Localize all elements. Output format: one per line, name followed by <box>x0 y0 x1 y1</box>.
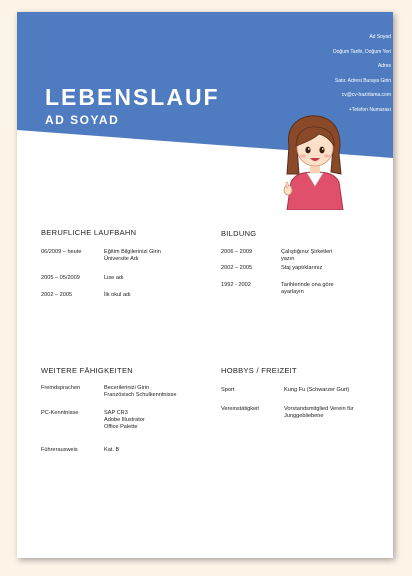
contact-block <box>261 30 391 118</box>
cv-subtitle: AD SOYAD <box>45 113 120 127</box>
item-date: 1992 - 2002 <box>221 282 251 288</box>
section-title-faehigkeiten: WEITERE FÄHIGKEITEN <box>41 366 133 375</box>
item-text: Eğitim Bilgilerinizi Girin Üniversite Adı <box>104 249 161 262</box>
section-title-bildung: BILDUNG <box>221 229 257 238</box>
item-text: Kat. B <box>104 447 120 453</box>
item-label: Führerausweis <box>41 447 78 453</box>
item-text: Staj yaptıklarınız <box>281 265 323 271</box>
item-text: İlk okul adı <box>104 292 131 298</box>
item-label: Fremdsprachen <box>41 385 81 391</box>
item-text: Lise adı <box>104 275 124 281</box>
contact-phone: +Telefon Numarası <box>348 106 391 113</box>
section-title-laufbahn: BERUFLICHE LAUFBAHN <box>41 228 137 237</box>
item-text: Çalıştığınız Şirketleri yazın <box>281 249 333 262</box>
item-label: PC-Kenntnisse <box>41 410 79 416</box>
avatar-illustration <box>279 112 351 210</box>
item-date: 06/2009 – heute <box>41 249 82 255</box>
contact-email: cv@cv-hazirlama.com <box>341 92 391 99</box>
section-title-hobbys: HOBBYS / FREIZEIT <box>221 366 297 375</box>
item-label: Vereinstätigkeit <box>221 406 259 412</box>
item-date: 2006 – 2009 <box>221 249 253 255</box>
contact-birth: Doğum Tarihi, Doğum Yeri <box>333 48 391 55</box>
item-text: Kung Fu (Schwarzer Gurt) <box>284 387 350 393</box>
contact-address: Satır. Adresi Buraya Girin <box>334 77 391 84</box>
item-text: Becerilerinizi Girin Französisch Schulkenntnisse <box>104 385 177 398</box>
item-text: SAP CR3 Adobe Illustrator Office Palette <box>104 410 145 430</box>
item-date: 2002 – 2005 <box>41 292 73 298</box>
item-text: Tarihlerinde ona göre ayarlayın <box>281 282 334 295</box>
item-date: 2002 – 2005 <box>221 265 253 271</box>
contact-address-label: Adres <box>377 63 391 70</box>
item-text: Vorstandsmitglied Verein für Junggebliebene <box>284 406 354 419</box>
contact-name: Ad Soyad <box>369 34 391 40</box>
item-label: Sport <box>221 387 235 393</box>
cv-page <box>17 12 393 558</box>
item-date: 2005 – 05/2009 <box>41 275 80 281</box>
cv-title: LEBENSLAUF <box>45 84 220 110</box>
